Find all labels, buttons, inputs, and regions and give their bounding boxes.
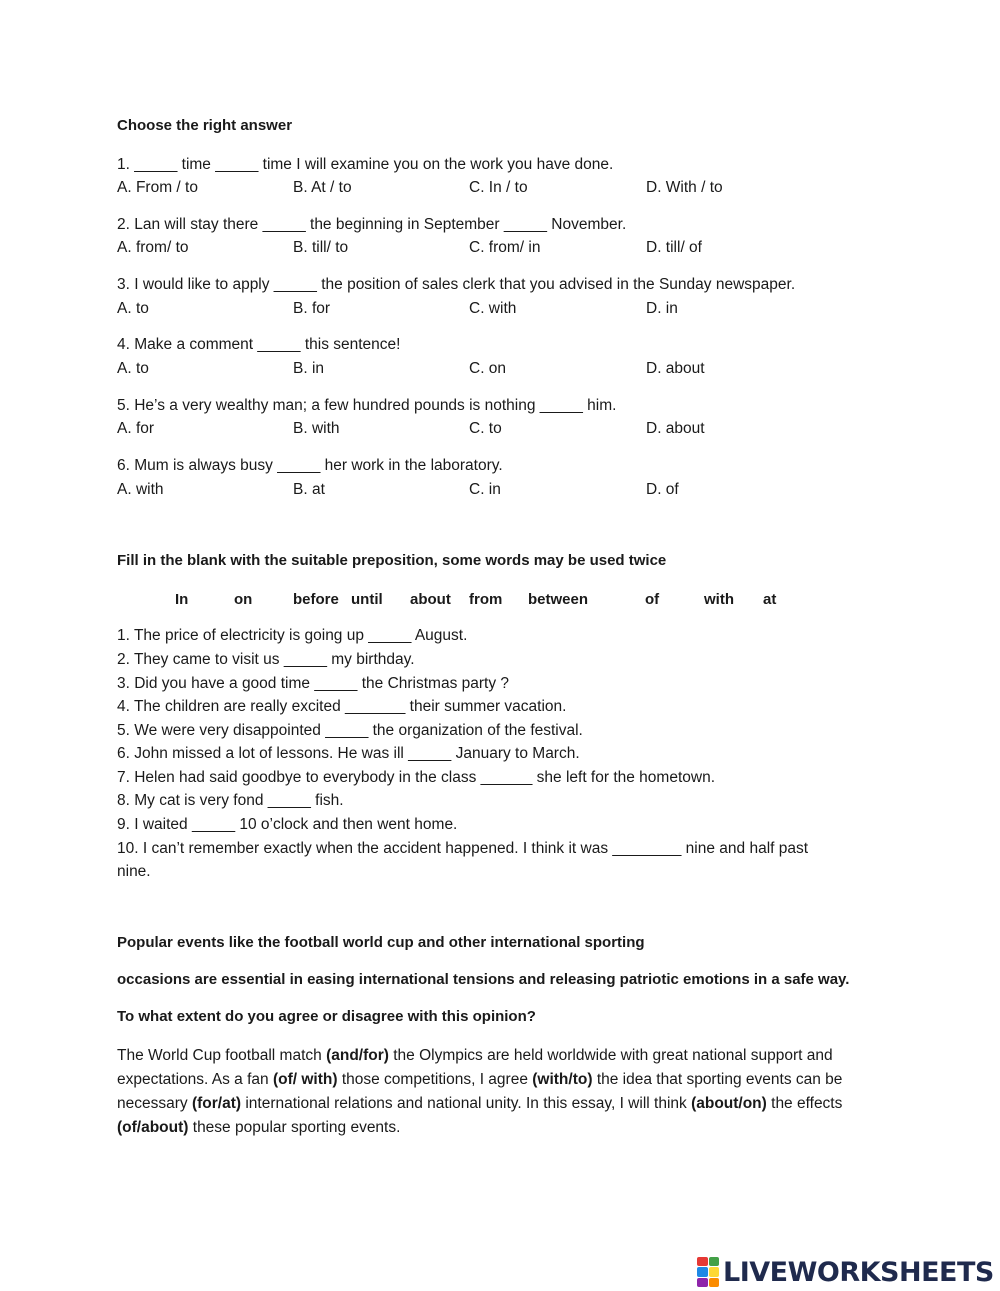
word-bank-item: on xyxy=(234,591,253,608)
word-bank-item: from xyxy=(469,591,503,608)
essay-text: those competitions, I agree xyxy=(337,1071,533,1088)
option-c[interactable]: C. to xyxy=(469,420,502,437)
option-a[interactable]: A. for xyxy=(117,420,155,437)
section3-heading-line3: To what extent do you agree or disagree with this opinion? xyxy=(117,1008,536,1025)
essay-text: The World Cup football match xyxy=(117,1047,327,1064)
logo-text: LIVEWORKSHEETS xyxy=(723,1256,994,1288)
fill-item-3: 3. Did you have a good time _____ the Christmas party ? xyxy=(117,675,510,692)
question-4-text: 4. Make a comment _____ this sentence! xyxy=(117,336,401,353)
option-d[interactable]: D. till/ of xyxy=(646,239,702,256)
option-a[interactable]: A. from/ to xyxy=(117,239,189,256)
option-c[interactable]: C. from/ in xyxy=(469,239,541,256)
fill-item-10-continued: nine. xyxy=(117,863,151,880)
question-3-text: 3. I would like to apply _____ the position of sales clerk that you advised in the Sunday newspaper. xyxy=(117,276,796,293)
option-a[interactable]: A. From / to xyxy=(117,179,198,196)
option-a[interactable]: A. to xyxy=(117,300,149,317)
word-bank-item: about xyxy=(410,591,451,608)
question-5-options xyxy=(117,418,877,440)
option-a[interactable]: A. to xyxy=(117,360,149,377)
word-bank-item: of xyxy=(645,591,660,608)
word-bank-item: before xyxy=(293,591,339,608)
word-bank-item: until xyxy=(351,591,383,608)
option-b[interactable]: B. till/ to xyxy=(293,239,349,256)
fill-item-6: 6. John missed a lot of lessons. He was ill _____ January to March. xyxy=(117,745,580,762)
fill-item-8: 8. My cat is very fond _____ fish. xyxy=(117,792,344,809)
fill-item-7: 7. Helen had said goodbye to everybody in the class ______ she left for the hometown. xyxy=(117,769,715,786)
option-d[interactable]: D. about xyxy=(646,360,705,377)
option-c[interactable]: C. on xyxy=(469,360,507,377)
essay-text: international relations and national unity. In this essay, I will think xyxy=(241,1095,692,1112)
option-d[interactable]: D. about xyxy=(646,420,705,437)
choice-of-with[interactable]: (of/ with) xyxy=(272,1071,338,1088)
logo-blocks-icon xyxy=(697,1257,719,1287)
question-6-options xyxy=(117,479,877,501)
option-c[interactable]: C. in xyxy=(469,481,501,498)
question-4-options xyxy=(117,358,877,380)
section3-heading-line2: occasions are essential in easing international tensions and releasing patriotic emotions in a safe way. xyxy=(117,971,850,988)
option-b[interactable]: B. at xyxy=(293,481,325,498)
word-bank-item: between xyxy=(528,591,589,608)
question-5-text: 5. He’s a very wealthy man; a few hundred pounds is nothing _____ him. xyxy=(117,397,617,414)
essay-text: the effects xyxy=(766,1095,843,1112)
essay-text: these popular sporting events. xyxy=(188,1119,401,1136)
choice-about-on[interactable]: (about/on) xyxy=(691,1095,767,1112)
section3-heading-line1: Popular events like the football world cup and other international sporting xyxy=(117,934,645,951)
fill-item-4: 4. The children are really excited _______ their summer vacation. xyxy=(117,698,567,715)
fill-item-2: 2. They came to visit us _____ my birthday. xyxy=(117,651,415,668)
option-b[interactable]: B. for xyxy=(293,300,331,317)
choice-with-to[interactable]: (with/to) xyxy=(532,1071,593,1088)
question-2-options xyxy=(117,237,877,259)
section1-heading: Choose the right answer xyxy=(117,117,293,134)
option-d[interactable]: D. of xyxy=(646,481,679,498)
option-b[interactable]: B. At / to xyxy=(293,179,352,196)
word-bank-item: with xyxy=(704,591,734,608)
choice-of-about[interactable]: (of/about) xyxy=(117,1119,189,1136)
word-bank-item: at xyxy=(763,591,777,608)
option-c[interactable]: C. In / to xyxy=(469,179,528,196)
option-c[interactable]: C. with xyxy=(469,300,517,317)
question-3-options xyxy=(117,298,877,320)
fill-item-1: 1. The price of electricity is going up _____ August. xyxy=(117,627,468,644)
section2-heading: Fill in the blank with the suitable preposition, some words may be used twice xyxy=(117,552,667,569)
option-a[interactable]: A. with xyxy=(117,481,164,498)
essay-text: the idea that sporting events can be necessary xyxy=(117,1071,843,1112)
essay-text: the Olympics are held worldwide with great national support and expectations. As a fan xyxy=(117,1047,833,1088)
option-d[interactable]: D. With / to xyxy=(646,179,723,196)
question-2-text: 2. Lan will stay there _____ the beginning in September _____ November. xyxy=(117,216,627,233)
option-d[interactable]: D. in xyxy=(646,300,678,317)
fill-item-10: 10. I can’t remember exactly when the accident happened. I think it was ________ nine and half past xyxy=(117,840,809,857)
fill-item-9: 9. I waited _____ 10 o’clock and then went home. xyxy=(117,816,458,833)
option-b[interactable]: B. in xyxy=(293,360,325,377)
word-bank-item: In xyxy=(175,591,189,608)
liveworksheets-logo xyxy=(697,1255,994,1289)
option-b[interactable]: B. with xyxy=(293,420,340,437)
question-1-options xyxy=(117,177,877,199)
choice-and-for[interactable]: (and/for) xyxy=(326,1047,389,1064)
question-1-text: 1. _____ time _____ time I will examine you on the work you have done. xyxy=(117,156,614,173)
word-bank xyxy=(117,589,877,611)
choice-for-at[interactable]: (for/at) xyxy=(191,1095,242,1112)
essay-paragraph xyxy=(117,1044,877,1140)
fill-item-5: 5. We were very disappointed _____ the organization of the festival. xyxy=(117,722,583,739)
question-6-text: 6. Mum is always busy _____ her work in the laboratory. xyxy=(117,457,503,474)
